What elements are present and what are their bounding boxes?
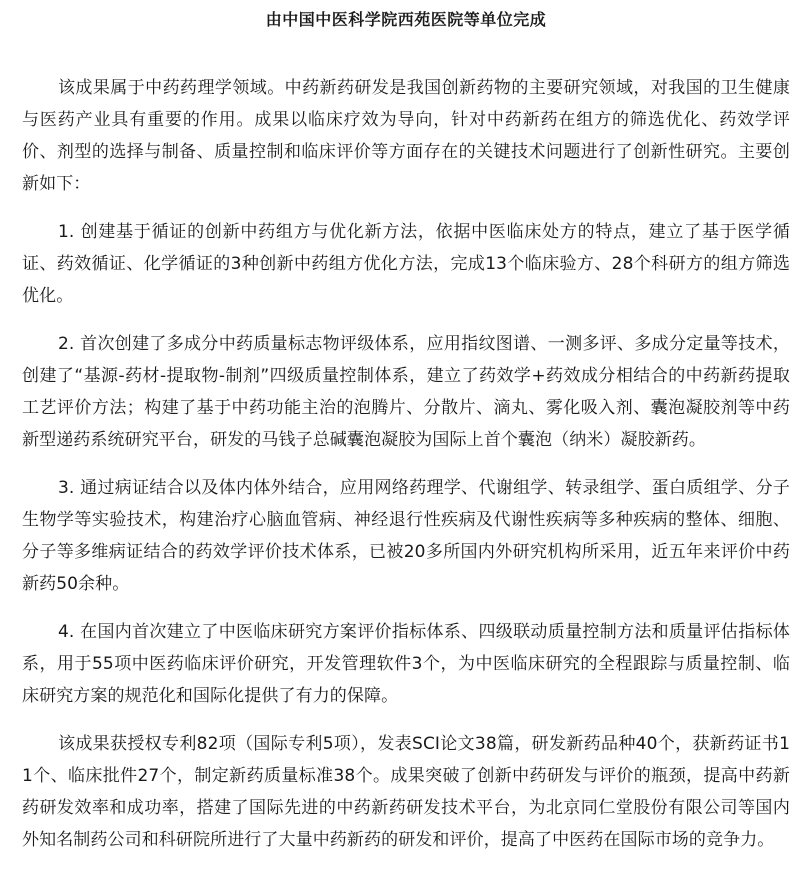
paragraph-innovation-1: 1. 创建基于循证的创新中药组方与优化新方法，依据中医临床处方的特点，建立了基于医学循证、药效循证、化学循证的3种创新中药组方优化方法，完成13个临床验方、28个科研方的组方筛选优化。 xyxy=(22,222,790,306)
document-page xyxy=(22,0,790,872)
paragraph-innovation-2: 2. 首次创建了多成分中药质量标志物评级体系，应用指纹图谱、一测多评、多成分定量等技术，创建了“基源-药材-提取物-制剂”四级质量控制体系，建立了药效学+药效成分相结合的中药新药提取工艺评价方法；构建了基于中药功能主治的泡腾片、分散片、滴丸、雾化吸入剂、囊泡凝胶剂等中药新型递药系统研究平台，研发的马钱子总碱囊泡凝胶为国际上首个囊泡（纳米）凝胶新药。 xyxy=(22,334,790,450)
paragraph-innovation-4: 4. 在国内首次建立了中医临床研究方案评价指标体系、四级联动质量控制方法和质量评估指标体系，用于55项中医药临床评价研究，开发管理软件3个，为中医临床研究的全程跟踪与质量控制、临床研究方案的规范化和国际化提供了有力的保障。 xyxy=(22,622,790,706)
paragraph-intro: 该成果属于中药药理学领域。中药新药研发是我国创新药物的主要研究领域，对我国的卫生健康与医药产业具有重要的作用。成果以临床疗效为导向，针对中药新药在组方的筛选优化、药效学评价、剂型的选择与制备、质量控制和临床评价等方面存在的关键技术问题进行了创新性研究。主要创新如下： xyxy=(22,78,790,194)
document-title: 由中国中医科学院西苑医院等单位完成 xyxy=(265,10,547,29)
paragraph-results: 该成果获授权专利82项（国际专利5项），发表SCI论文38篇，研发新药品种40个，获新药证书11个、临床批件27个，制定新药质量标准38个。成果突破了创新中药研发与评价的瓶颈，提高中药新药研发效率和成功率，搭建了国际先进的中药新药研发技术平台，为北京同仁堂股份有限公司等国内外知名制药公司和科研院所进行了大量中药新药的研发和评价，提高了中医药在国际市场的竞争力。 xyxy=(22,734,790,850)
paragraph-innovation-3: 3. 通过病证结合以及体内体外结合，应用网络药理学、代谢组学、转录组学、蛋白质组学、分子生物学等实验技术，构建治疗心脑血管病、神经退行性疾病及代谢性疾病等多种疾病的整体、细胞、分子等多维病证结合的药效学评价技术体系，已被20多所国内外研究机构所采用，近五年来评价中药新药50余种。 xyxy=(22,478,790,594)
